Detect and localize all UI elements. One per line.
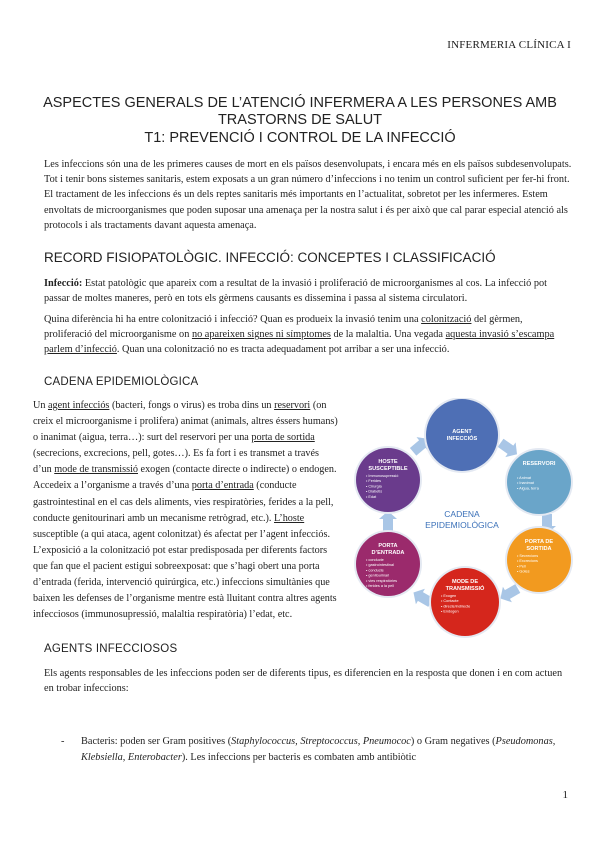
text-run: Un xyxy=(33,400,48,411)
node-item: • Ferides xyxy=(366,479,382,484)
epidemiological-chain-diagram xyxy=(348,398,576,638)
node-title-1: PORTA xyxy=(378,543,398,549)
italic-species: Pseudomonas, Klebsiella, Enterobacter xyxy=(81,736,556,763)
italic-species: Staphylococcus, Streptococcus, Pneumococ xyxy=(231,736,411,747)
text-run: (bacteri, fongs o virus) es troba dins un xyxy=(109,400,275,411)
section-heading-record: RECORD FISIOPATOLÒGIC. INFECCIÓ: CONCEPTES I CLASSIFICACIÓ xyxy=(44,250,496,265)
node-title-1: AGENT xyxy=(452,429,472,435)
section-heading-agents: AGENTS INFECCIOSOS xyxy=(44,643,178,655)
node-title-1: HOSTE xyxy=(378,459,398,465)
node-title-2: SUSCEPTIBLE xyxy=(368,466,408,472)
title-line-1: ASPECTES GENERALS DE L’ATENCIÓ INFERMERA A LES PERSONES AMB TRASTORNS DE SALUT xyxy=(43,95,557,128)
chain-node-0 xyxy=(424,398,500,473)
text-run: . Quan una colonització no es tracta adequadament pot arribar a ser una infecció. xyxy=(116,344,450,356)
chain-node-3 xyxy=(429,566,501,638)
text-run: ). Les infeccions per bacteris es combaten amb antibiòtic xyxy=(181,751,417,763)
node-title-2: SORTIDA xyxy=(526,546,552,552)
node-item: • Cirurgia xyxy=(366,484,382,489)
node-item: • Inanimat xyxy=(517,481,534,486)
node-item: • gastrointestinal xyxy=(366,563,394,568)
node-item: • Contacte xyxy=(441,599,459,604)
title-line-2: T1: PREVENCIÓ I CONTROL DE LA INFECCIÓ xyxy=(144,130,456,146)
node-item: • Immunosupressió xyxy=(366,474,399,478)
node-item: • Endogen xyxy=(441,609,459,614)
text-run: de la malaltia. Una vegada xyxy=(330,329,446,341)
chain-node-4 xyxy=(354,530,422,598)
infection-definition xyxy=(44,276,572,306)
center-label-line-1: CADENA xyxy=(444,509,480,519)
document-title xyxy=(30,95,570,147)
intro-paragraph: Les infeccions són una de les primeres causes de mort en els països desenvolupats, i encara més en els països subdesenvolupats. Tot i tenir bons sistemes sanitaris, estem exposats a un gran número d’infeccions i no tenim un control suficient per fer-hi front. El tractament de les infeccions és un dels reptes sanitaris més importants en l’actualitat, sobretot per les infermeres. Estem envoltats de microorganismes que poden suposar una amenaça per la nostra salut i és per això que cal parar especial atenció als protocols i als tractaments davant aquesta amenaça. xyxy=(44,159,572,231)
section-heading-cadena: CADENA EPIDEMIOLÒGICA xyxy=(44,376,199,388)
text-run: (secrecions, excrecions, pell, gotes…). Es fa fort i es transmet a través d’un xyxy=(33,448,319,476)
node-title-2: TRANSMISSIÓ xyxy=(445,586,485,592)
node-title-2: D’ENTRADA xyxy=(371,550,405,556)
chain-node-1 xyxy=(505,448,573,516)
chain-node-5 xyxy=(354,446,422,514)
text-run: Bacteris: poden ser Gram positives ( xyxy=(81,736,232,747)
underlined-term: reservori xyxy=(274,400,311,411)
node-item: • directe/indirecte xyxy=(441,604,471,609)
chain-node-2 xyxy=(505,526,573,594)
bacteria-bullet xyxy=(61,734,571,765)
node-item: • Diabetis xyxy=(366,489,383,494)
node-item: • Excrecions xyxy=(517,559,538,564)
page-number: 1 xyxy=(562,789,568,801)
node-title-1: PORTA DE xyxy=(524,539,554,545)
infection-term: Infecció: xyxy=(44,278,83,289)
node-item: • Gotes xyxy=(517,569,530,574)
text-run: (conducte gastrointestinal en el cas dels aliments, vies respiratòries, ferides a la pell, conducte genitourinari amb un mecanisme retrògrad, etc.). xyxy=(33,480,334,524)
underlined-term: no apareixen signes ni símptomes xyxy=(191,329,331,341)
text-run: (on creix el microorganisme i prolifera) animat (animals, altres éssers humans) o inanimat (aigua, terra…): surt del reservori per una xyxy=(33,400,338,444)
node-item: • Aigua, terra xyxy=(517,486,539,491)
center-label-line-2: EPIDEMIOLÒGICA xyxy=(425,520,499,530)
underlined-term: aquesta invasió s’escampa parlem d’infecció xyxy=(44,329,555,356)
underlined-term: porta d’entrada xyxy=(191,480,254,492)
node-item: • vies respiratòries xyxy=(366,578,398,583)
text-run: ) o Gram negatives ( xyxy=(410,736,496,747)
node-title-2: INFECCIÓS xyxy=(446,436,478,442)
underlined-term: L’hoste xyxy=(274,512,305,524)
running-header: INFERMERIA CLÍNICA I xyxy=(447,39,571,51)
node-title-1: MODE DE xyxy=(451,579,479,585)
underlined-term: porta de sortida xyxy=(251,432,315,444)
underlined-term: agent infecciós xyxy=(48,400,110,411)
node-item: • Exogen xyxy=(441,594,457,598)
underlined-term: colonització xyxy=(421,314,472,325)
node-item: • Animat xyxy=(517,476,531,480)
node-item: • conducte xyxy=(366,558,384,562)
node-item: • Secrecions xyxy=(517,554,539,558)
node-item: • Edat xyxy=(366,494,377,499)
node-item: • ferides a la pell xyxy=(366,584,394,588)
agents-intro: Els agents responsables de les infeccions poden ser de diferents tipus, es diferencien en la resposta que donen i en com actuen en trobar infeccions: xyxy=(44,668,563,695)
node-item: • conducte xyxy=(366,568,384,573)
text-run: susceptible (a qui ataca, agent colonitzat) és afectat per l’agent infecciós. L’exposició a la colonització pot estar predisposada per diferents factors que fan que el pacient estigui sobreexposat: que s’hagi obert una porta d’entrada (ferida, intervenció quirúrgica, etc.) infeccions simultànies que baixen les defenses de l’organisme mentre està lluitant contra altres agents infecciosos (immunosupressió, malaltia respiratòria) l’edat, etc. xyxy=(33,528,337,621)
cadena-paragraph xyxy=(33,398,339,623)
bullet-dash: - xyxy=(61,736,65,747)
bullet-text xyxy=(81,734,571,765)
underlined-term: mode de transmissió xyxy=(54,464,138,476)
text-run: Quina diferència hi ha entre colonització i infecció? Quan es produeix la invasió tenim una xyxy=(44,314,422,325)
node-circle xyxy=(426,399,498,471)
colonization-paragraph xyxy=(44,312,572,358)
text-run: exogen (contacte directe o indirecte) o endogen. Accedeix a l’organisme a través d’una xyxy=(33,464,337,492)
infection-definition-text: Estat patològic que apareix com a resultat de la invasió i proliferació de microorganismes al cos. La infecció pot passar de moltes maneres, però en tots els gèrmens causants es dissemina i passa al sistema circulatori. xyxy=(44,278,548,305)
node-item: • Pell xyxy=(517,564,526,569)
node-item: • genitourinari xyxy=(366,573,390,578)
node-title-1: RESERVORI xyxy=(522,461,556,467)
text-run: del gèrmen, proliferació del microorganisme on xyxy=(44,314,523,341)
